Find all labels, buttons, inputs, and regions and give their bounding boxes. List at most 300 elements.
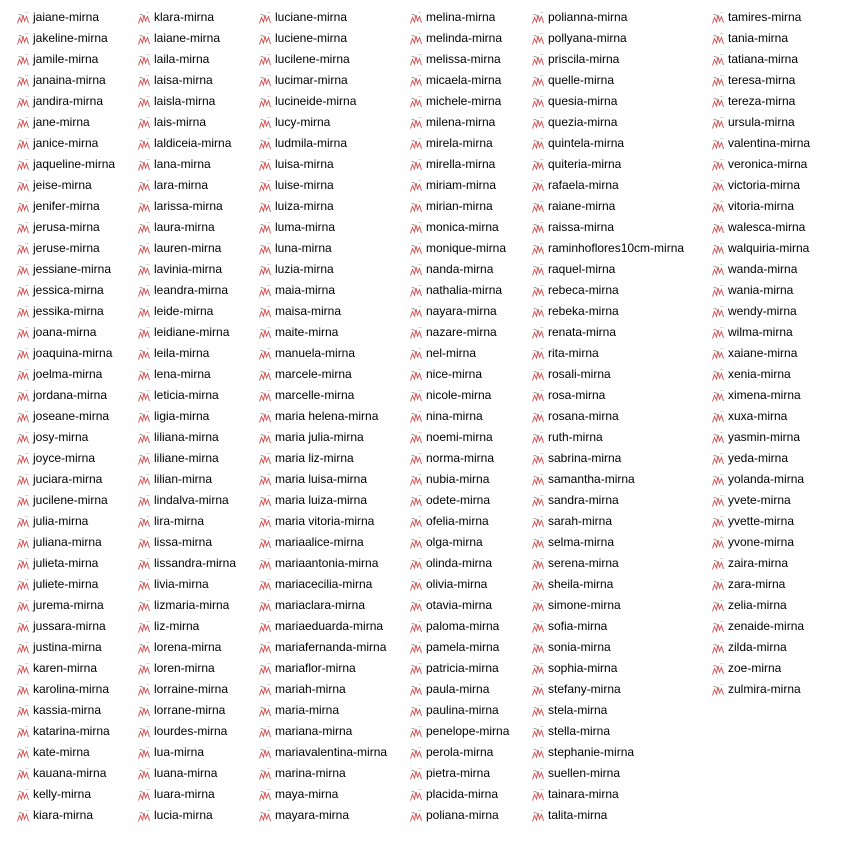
font-file-icon [531, 578, 545, 592]
file-item[interactable] [16, 343, 115, 364]
font-file-icon [16, 431, 30, 445]
file-list [0, 7, 842, 842]
file-item[interactable] [409, 112, 509, 133]
file-item[interactable] [137, 532, 236, 553]
file-item[interactable] [258, 679, 387, 700]
file-item[interactable] [258, 763, 387, 784]
file-item[interactable] [531, 742, 684, 763]
file-item[interactable] [409, 7, 509, 28]
font-file-icon [137, 389, 151, 403]
file-item[interactable] [137, 658, 236, 679]
font-file-icon [409, 368, 423, 382]
file-item[interactable] [711, 91, 810, 112]
file-item[interactable] [137, 364, 236, 385]
file-item[interactable] [711, 385, 810, 406]
file-item[interactable] [711, 532, 810, 553]
file-item[interactable] [531, 301, 684, 322]
file-item[interactable] [258, 553, 387, 574]
file-item[interactable] [711, 70, 810, 91]
file-item[interactable] [531, 70, 684, 91]
file-item[interactable] [16, 28, 115, 49]
file-name: jordana-mirna [33, 388, 108, 402]
file-item[interactable] [137, 280, 236, 301]
font-file-icon [531, 746, 545, 760]
file-item[interactable] [531, 616, 684, 637]
file-item[interactable] [409, 238, 509, 259]
file-item[interactable] [258, 91, 387, 112]
file-item[interactable] [531, 574, 684, 595]
file-item[interactable] [711, 511, 810, 532]
file-name: rosali-mirna [548, 367, 611, 381]
file-item[interactable] [137, 406, 236, 427]
font-file-icon [531, 32, 545, 46]
file-item[interactable] [137, 154, 236, 175]
file-item[interactable] [531, 406, 684, 427]
file-item[interactable] [531, 280, 684, 301]
file-item[interactable] [16, 490, 115, 511]
file-name: luma-mirna [275, 220, 336, 234]
file-name: luana-mirna [154, 766, 218, 780]
file-item[interactable] [409, 28, 509, 49]
file-item[interactable] [258, 385, 387, 406]
file-name: jane-mirna [33, 115, 90, 129]
file-name: ruth-mirna [548, 430, 603, 444]
file-item[interactable] [711, 112, 810, 133]
file-item[interactable] [409, 469, 509, 490]
file-item[interactable] [531, 448, 684, 469]
font-file-icon [531, 788, 545, 802]
file-name: maria luisa-mirna [275, 472, 368, 486]
file-item[interactable] [137, 175, 236, 196]
file-item[interactable] [137, 49, 236, 70]
file-item[interactable] [137, 301, 236, 322]
font-file-icon [137, 767, 151, 781]
file-item[interactable] [137, 511, 236, 532]
font-file-icon [531, 263, 545, 277]
file-item[interactable] [409, 616, 509, 637]
file-item[interactable] [258, 322, 387, 343]
file-item[interactable] [711, 154, 810, 175]
file-item[interactable] [258, 343, 387, 364]
file-item[interactable] [258, 28, 387, 49]
file-item[interactable] [16, 259, 115, 280]
file-item[interactable] [258, 742, 387, 763]
file-item[interactable] [409, 49, 509, 70]
file-item[interactable] [258, 7, 387, 28]
file-item[interactable] [409, 217, 509, 238]
file-item[interactable] [258, 259, 387, 280]
font-file-icon [409, 599, 423, 613]
file-item[interactable] [711, 217, 810, 238]
file-item[interactable] [137, 217, 236, 238]
file-item[interactable] [531, 721, 684, 742]
font-file-icon [137, 473, 151, 487]
file-item[interactable] [409, 133, 509, 154]
file-item[interactable] [531, 679, 684, 700]
file-item[interactable] [711, 427, 810, 448]
file-item[interactable] [137, 259, 236, 280]
font-file-icon [258, 242, 272, 256]
file-item[interactable] [137, 805, 236, 826]
file-name: leticia-mirna [154, 388, 219, 402]
file-name: jaiane-mirna [33, 10, 100, 24]
file-item[interactable] [16, 385, 115, 406]
file-item[interactable] [711, 364, 810, 385]
file-name: maya-mirna [275, 787, 339, 801]
file-item[interactable] [16, 196, 115, 217]
file-item[interactable] [531, 175, 684, 196]
file-name: marina-mirna [275, 766, 346, 780]
file-item[interactable] [531, 322, 684, 343]
file-item[interactable] [258, 700, 387, 721]
file-name: priscila-mirna [548, 52, 620, 66]
file-item[interactable] [531, 469, 684, 490]
file-name: jessika-mirna [33, 304, 104, 318]
file-item[interactable] [409, 763, 509, 784]
file-name: maria julia-mirna [275, 430, 364, 444]
file-item[interactable] [409, 154, 509, 175]
file-name: zelia-mirna [728, 598, 787, 612]
file-item[interactable] [409, 301, 509, 322]
file-item[interactable] [531, 91, 684, 112]
font-file-icon [16, 179, 30, 193]
file-item[interactable] [137, 448, 236, 469]
font-file-icon [409, 746, 423, 760]
file-column [409, 7, 509, 826]
file-name: klara-mirna [154, 10, 215, 24]
file-item[interactable] [16, 721, 115, 742]
file-item[interactable] [409, 742, 509, 763]
file-item[interactable] [137, 679, 236, 700]
file-item[interactable] [137, 700, 236, 721]
file-name: yasmin-mirna [728, 430, 801, 444]
file-item[interactable] [258, 574, 387, 595]
file-item[interactable] [137, 70, 236, 91]
file-item[interactable] [137, 637, 236, 658]
file-item[interactable] [409, 280, 509, 301]
file-item[interactable] [409, 490, 509, 511]
file-item[interactable] [711, 658, 810, 679]
file-item[interactable] [711, 7, 810, 28]
file-item[interactable] [137, 763, 236, 784]
file-item[interactable] [258, 364, 387, 385]
file-item[interactable] [258, 301, 387, 322]
file-item[interactable] [137, 742, 236, 763]
file-item[interactable] [531, 133, 684, 154]
file-item[interactable] [16, 784, 115, 805]
file-item[interactable] [531, 490, 684, 511]
file-item[interactable] [409, 595, 509, 616]
file-item[interactable] [409, 658, 509, 679]
file-item[interactable] [258, 469, 387, 490]
file-item[interactable] [16, 154, 115, 175]
font-file-icon [258, 662, 272, 676]
file-name: ludmila-mirna [275, 136, 348, 150]
file-item[interactable] [258, 196, 387, 217]
file-item[interactable] [531, 364, 684, 385]
file-name: zoe-mirna [728, 661, 782, 675]
file-name: lorraine-mirna [154, 682, 229, 696]
file-item[interactable] [409, 637, 509, 658]
file-item[interactable] [258, 658, 387, 679]
file-item[interactable] [409, 805, 509, 826]
font-file-icon [258, 641, 272, 655]
file-name: pietra-mirna [426, 766, 491, 780]
file-item[interactable] [137, 196, 236, 217]
file-item[interactable] [16, 364, 115, 385]
file-item[interactable] [531, 49, 684, 70]
file-item[interactable] [531, 238, 684, 259]
file-item[interactable] [16, 133, 115, 154]
file-item[interactable] [137, 133, 236, 154]
file-item[interactable] [16, 616, 115, 637]
file-item[interactable] [711, 448, 810, 469]
file-item[interactable] [531, 259, 684, 280]
file-item[interactable] [16, 322, 115, 343]
file-item[interactable] [531, 112, 684, 133]
file-name: walesca-mirna [728, 220, 806, 234]
font-file-icon [137, 536, 151, 550]
file-item[interactable] [16, 595, 115, 616]
file-item[interactable] [531, 784, 684, 805]
file-item[interactable] [16, 511, 115, 532]
file-item[interactable] [531, 217, 684, 238]
file-item[interactable] [531, 805, 684, 826]
file-item[interactable] [258, 238, 387, 259]
file-column [137, 7, 236, 826]
file-item[interactable] [711, 259, 810, 280]
font-file-icon [137, 305, 151, 319]
file-item[interactable] [16, 49, 115, 70]
file-item[interactable] [409, 175, 509, 196]
file-item[interactable] [409, 784, 509, 805]
file-item[interactable] [409, 553, 509, 574]
file-item[interactable] [409, 700, 509, 721]
file-item[interactable] [531, 427, 684, 448]
file-item[interactable] [258, 154, 387, 175]
file-item[interactable] [137, 721, 236, 742]
file-item[interactable] [137, 385, 236, 406]
file-item[interactable] [711, 175, 810, 196]
file-item[interactable] [137, 616, 236, 637]
font-file-icon [137, 431, 151, 445]
font-file-icon [711, 242, 725, 256]
file-item[interactable] [258, 112, 387, 133]
file-item[interactable] [137, 427, 236, 448]
file-item[interactable] [409, 532, 509, 553]
file-item[interactable] [531, 7, 684, 28]
font-file-icon [711, 683, 725, 697]
font-file-icon [711, 116, 725, 130]
file-name: zaira-mirna [728, 556, 789, 570]
file-item[interactable] [16, 301, 115, 322]
file-item[interactable] [531, 196, 684, 217]
file-item[interactable] [531, 595, 684, 616]
file-name: jucilene-mirna [33, 493, 108, 507]
file-name: karolina-mirna [33, 682, 110, 696]
file-item[interactable] [409, 91, 509, 112]
file-item[interactable] [258, 511, 387, 532]
file-item[interactable] [137, 343, 236, 364]
file-item[interactable] [16, 238, 115, 259]
file-item[interactable] [531, 553, 684, 574]
file-item[interactable] [258, 595, 387, 616]
file-item[interactable] [711, 343, 810, 364]
file-item[interactable] [258, 784, 387, 805]
file-item[interactable] [16, 637, 115, 658]
file-item[interactable] [258, 490, 387, 511]
font-file-icon [409, 116, 423, 130]
file-item[interactable] [137, 7, 236, 28]
file-name: joelma-mirna [33, 367, 103, 381]
file-item[interactable] [258, 217, 387, 238]
file-item[interactable] [258, 406, 387, 427]
file-item[interactable] [137, 469, 236, 490]
file-item[interactable] [258, 721, 387, 742]
file-item[interactable] [137, 490, 236, 511]
file-item[interactable] [711, 280, 810, 301]
file-item[interactable] [409, 574, 509, 595]
file-item[interactable] [409, 427, 509, 448]
file-item[interactable] [16, 679, 115, 700]
file-item[interactable] [137, 28, 236, 49]
file-item[interactable] [16, 280, 115, 301]
file-item[interactable] [409, 406, 509, 427]
file-item[interactable] [531, 385, 684, 406]
file-item[interactable] [137, 574, 236, 595]
file-item[interactable] [16, 175, 115, 196]
file-item[interactable] [409, 259, 509, 280]
file-item[interactable] [409, 343, 509, 364]
file-item[interactable] [711, 322, 810, 343]
file-item[interactable] [711, 133, 810, 154]
file-item[interactable] [258, 448, 387, 469]
file-item[interactable] [711, 490, 810, 511]
file-name: sheila-mirna [548, 577, 614, 591]
file-item[interactable] [137, 238, 236, 259]
font-file-icon [409, 11, 423, 25]
file-item[interactable] [711, 637, 810, 658]
file-item[interactable] [137, 784, 236, 805]
file-item[interactable] [16, 427, 115, 448]
file-item[interactable] [711, 238, 810, 259]
file-item[interactable] [16, 469, 115, 490]
file-item[interactable] [16, 91, 115, 112]
font-file-icon [409, 410, 423, 424]
file-item[interactable] [409, 721, 509, 742]
file-item[interactable] [409, 364, 509, 385]
file-item[interactable] [16, 406, 115, 427]
file-item[interactable] [16, 70, 115, 91]
file-item[interactable] [531, 637, 684, 658]
file-item[interactable] [16, 805, 115, 826]
font-file-icon [409, 305, 423, 319]
file-name: manuela-mirna [275, 346, 356, 360]
file-item[interactable] [711, 595, 810, 616]
file-name: xuxa-mirna [728, 409, 788, 423]
file-item[interactable] [16, 217, 115, 238]
font-file-icon [711, 305, 725, 319]
file-item[interactable] [711, 301, 810, 322]
file-item[interactable] [711, 406, 810, 427]
file-item[interactable] [16, 7, 115, 28]
file-item[interactable] [137, 553, 236, 574]
font-file-icon [531, 158, 545, 172]
file-item[interactable] [531, 28, 684, 49]
file-item[interactable] [409, 70, 509, 91]
file-item[interactable] [16, 553, 115, 574]
file-item[interactable] [531, 532, 684, 553]
file-item[interactable] [137, 595, 236, 616]
file-item[interactable] [409, 448, 509, 469]
file-item[interactable] [711, 616, 810, 637]
file-item[interactable] [258, 532, 387, 553]
file-item[interactable] [531, 511, 684, 532]
file-item[interactable] [531, 763, 684, 784]
font-file-icon [531, 368, 545, 382]
file-item[interactable] [137, 322, 236, 343]
file-item[interactable] [16, 112, 115, 133]
font-file-icon [531, 662, 545, 676]
file-item[interactable] [409, 196, 509, 217]
font-file-icon [409, 494, 423, 508]
file-item[interactable] [711, 679, 810, 700]
file-item[interactable] [258, 175, 387, 196]
file-item[interactable] [409, 385, 509, 406]
file-item[interactable] [16, 763, 115, 784]
file-item[interactable] [258, 49, 387, 70]
file-name: wanda-mirna [728, 262, 798, 276]
font-file-icon [16, 410, 30, 424]
file-item[interactable] [409, 511, 509, 532]
font-file-icon [137, 452, 151, 466]
file-item[interactable] [258, 70, 387, 91]
file-item[interactable] [711, 28, 810, 49]
file-item[interactable] [16, 532, 115, 553]
file-item[interactable] [258, 280, 387, 301]
file-item[interactable] [711, 469, 810, 490]
file-item[interactable] [258, 637, 387, 658]
file-name: mariah-mirna [275, 682, 346, 696]
file-item[interactable] [258, 805, 387, 826]
file-item[interactable] [137, 112, 236, 133]
file-item[interactable] [711, 49, 810, 70]
file-item[interactable] [409, 322, 509, 343]
file-item[interactable] [531, 700, 684, 721]
font-file-icon [531, 809, 545, 823]
file-item[interactable] [137, 91, 236, 112]
file-item[interactable] [16, 448, 115, 469]
font-file-icon [531, 410, 545, 424]
file-item[interactable] [16, 574, 115, 595]
file-name: lilian-mirna [154, 472, 213, 486]
file-item[interactable] [531, 658, 684, 679]
font-file-icon [16, 536, 30, 550]
file-item[interactable] [531, 154, 684, 175]
file-item[interactable] [711, 553, 810, 574]
file-item[interactable] [258, 133, 387, 154]
file-item[interactable] [16, 700, 115, 721]
file-item[interactable] [531, 343, 684, 364]
file-item[interactable] [409, 679, 509, 700]
file-item[interactable] [16, 742, 115, 763]
file-item[interactable] [258, 427, 387, 448]
font-file-icon [711, 347, 725, 361]
file-item[interactable] [711, 574, 810, 595]
file-item[interactable] [711, 196, 810, 217]
file-item[interactable] [258, 616, 387, 637]
file-item[interactable] [16, 658, 115, 679]
